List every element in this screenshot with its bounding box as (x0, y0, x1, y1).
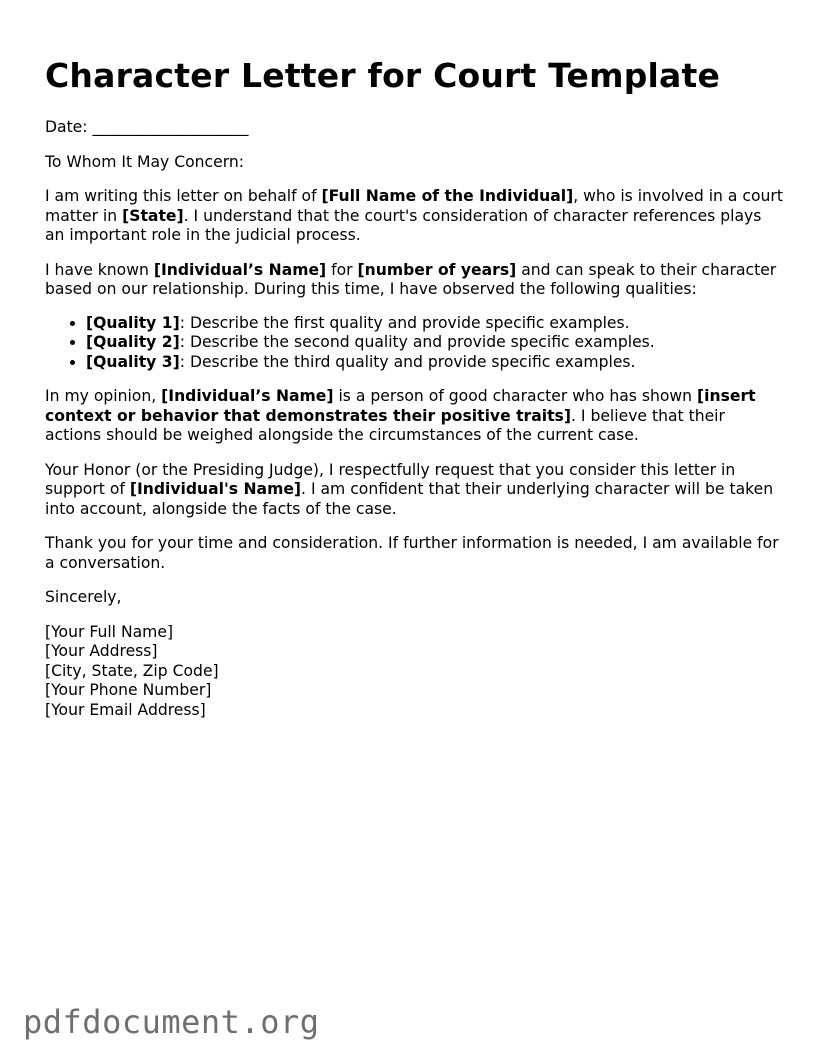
list-item (86, 353, 785, 373)
date-blank: ____________________ (92, 118, 249, 136)
placeholder-individual-name: [Individual’s Name] (153, 260, 327, 279)
paragraph-5: Thank you for your time and consideration. If further information is needed, I am available for a conversation. (45, 534, 779, 572)
qualities-list (45, 314, 785, 373)
quality-label: [Quality 1] (86, 313, 180, 332)
paragraph-3-text: In my opinion, (45, 387, 162, 405)
placeholder-full-name: [Full Name of the Individual] (321, 187, 574, 205)
watermark: pdfdocument.org (23, 1003, 320, 1041)
signature-phone: [Your Phone Number] (45, 681, 212, 699)
paragraph-1 (45, 187, 785, 246)
closing: Sincerely, (45, 588, 122, 606)
paragraph-4-text: Your Honor (or the Presiding Judge), I respectfully request that you consider this letter in support of (45, 460, 736, 498)
salutation: To Whom It May Concern: (45, 152, 244, 171)
date-label: Date: (45, 118, 88, 136)
signature-name: [Your Full Name] (45, 622, 174, 641)
paragraph-3 (45, 387, 785, 446)
placeholder-context: [insert context or behavior that demonstrates their positive traits] (45, 387, 756, 425)
quality-text: : Describe the first quality and provide specific examples. (179, 313, 630, 332)
quality-label: [Quality 3] (86, 352, 180, 371)
list-item (86, 333, 785, 353)
quality-text: : Describe the second quality and provide specific examples. (179, 333, 655, 351)
date-line (45, 118, 785, 138)
paragraph-3-text: is a person of good character who has shown (333, 387, 698, 405)
signature-address: [Your Address] (45, 642, 158, 660)
paragraph-2-text: I have known (45, 260, 154, 279)
list-item (86, 314, 785, 334)
paragraph-2 (45, 261, 785, 300)
quality-text: : Describe the third quality and provide specific examples. (179, 352, 636, 371)
paragraph-1-text: . I understand that the court's consideration of character references plays an important role in the judicial process. (45, 206, 762, 244)
page-title: Character Letter for Court Template (45, 56, 721, 95)
paragraph-2-text: for (326, 260, 358, 279)
placeholder-individual-name: [Individual’s Name] (161, 387, 334, 405)
paragraph-1-text: , who is involved in a court matter in (45, 187, 783, 225)
paragraph-4 (45, 461, 785, 520)
paragraph-3-text: . I believe that their actions should be weighed alongside the circumstances of the current case. (45, 406, 725, 444)
letter-page (45, 56, 785, 720)
paragraph-1-text: I am writing this letter on behalf of (45, 187, 322, 205)
placeholder-number-of-years: [number of years] (357, 260, 517, 279)
signature-block (45, 623, 785, 721)
placeholder-individual-name: [Individual's Name] (129, 480, 302, 498)
placeholder-state: [State] (122, 206, 184, 225)
signature-email: [Your Email Address] (45, 700, 206, 719)
paragraph-2-text: and can speak to their character based on our relationship. During this time, I have observed the following qualities: (45, 260, 777, 298)
paragraph-4-text: . I am confident that their underlying character will be taken into account, alongside the facts of the case. (45, 480, 774, 518)
signature-city: [City, State, Zip Code] (45, 661, 219, 680)
quality-label: [Quality 2] (86, 333, 180, 351)
